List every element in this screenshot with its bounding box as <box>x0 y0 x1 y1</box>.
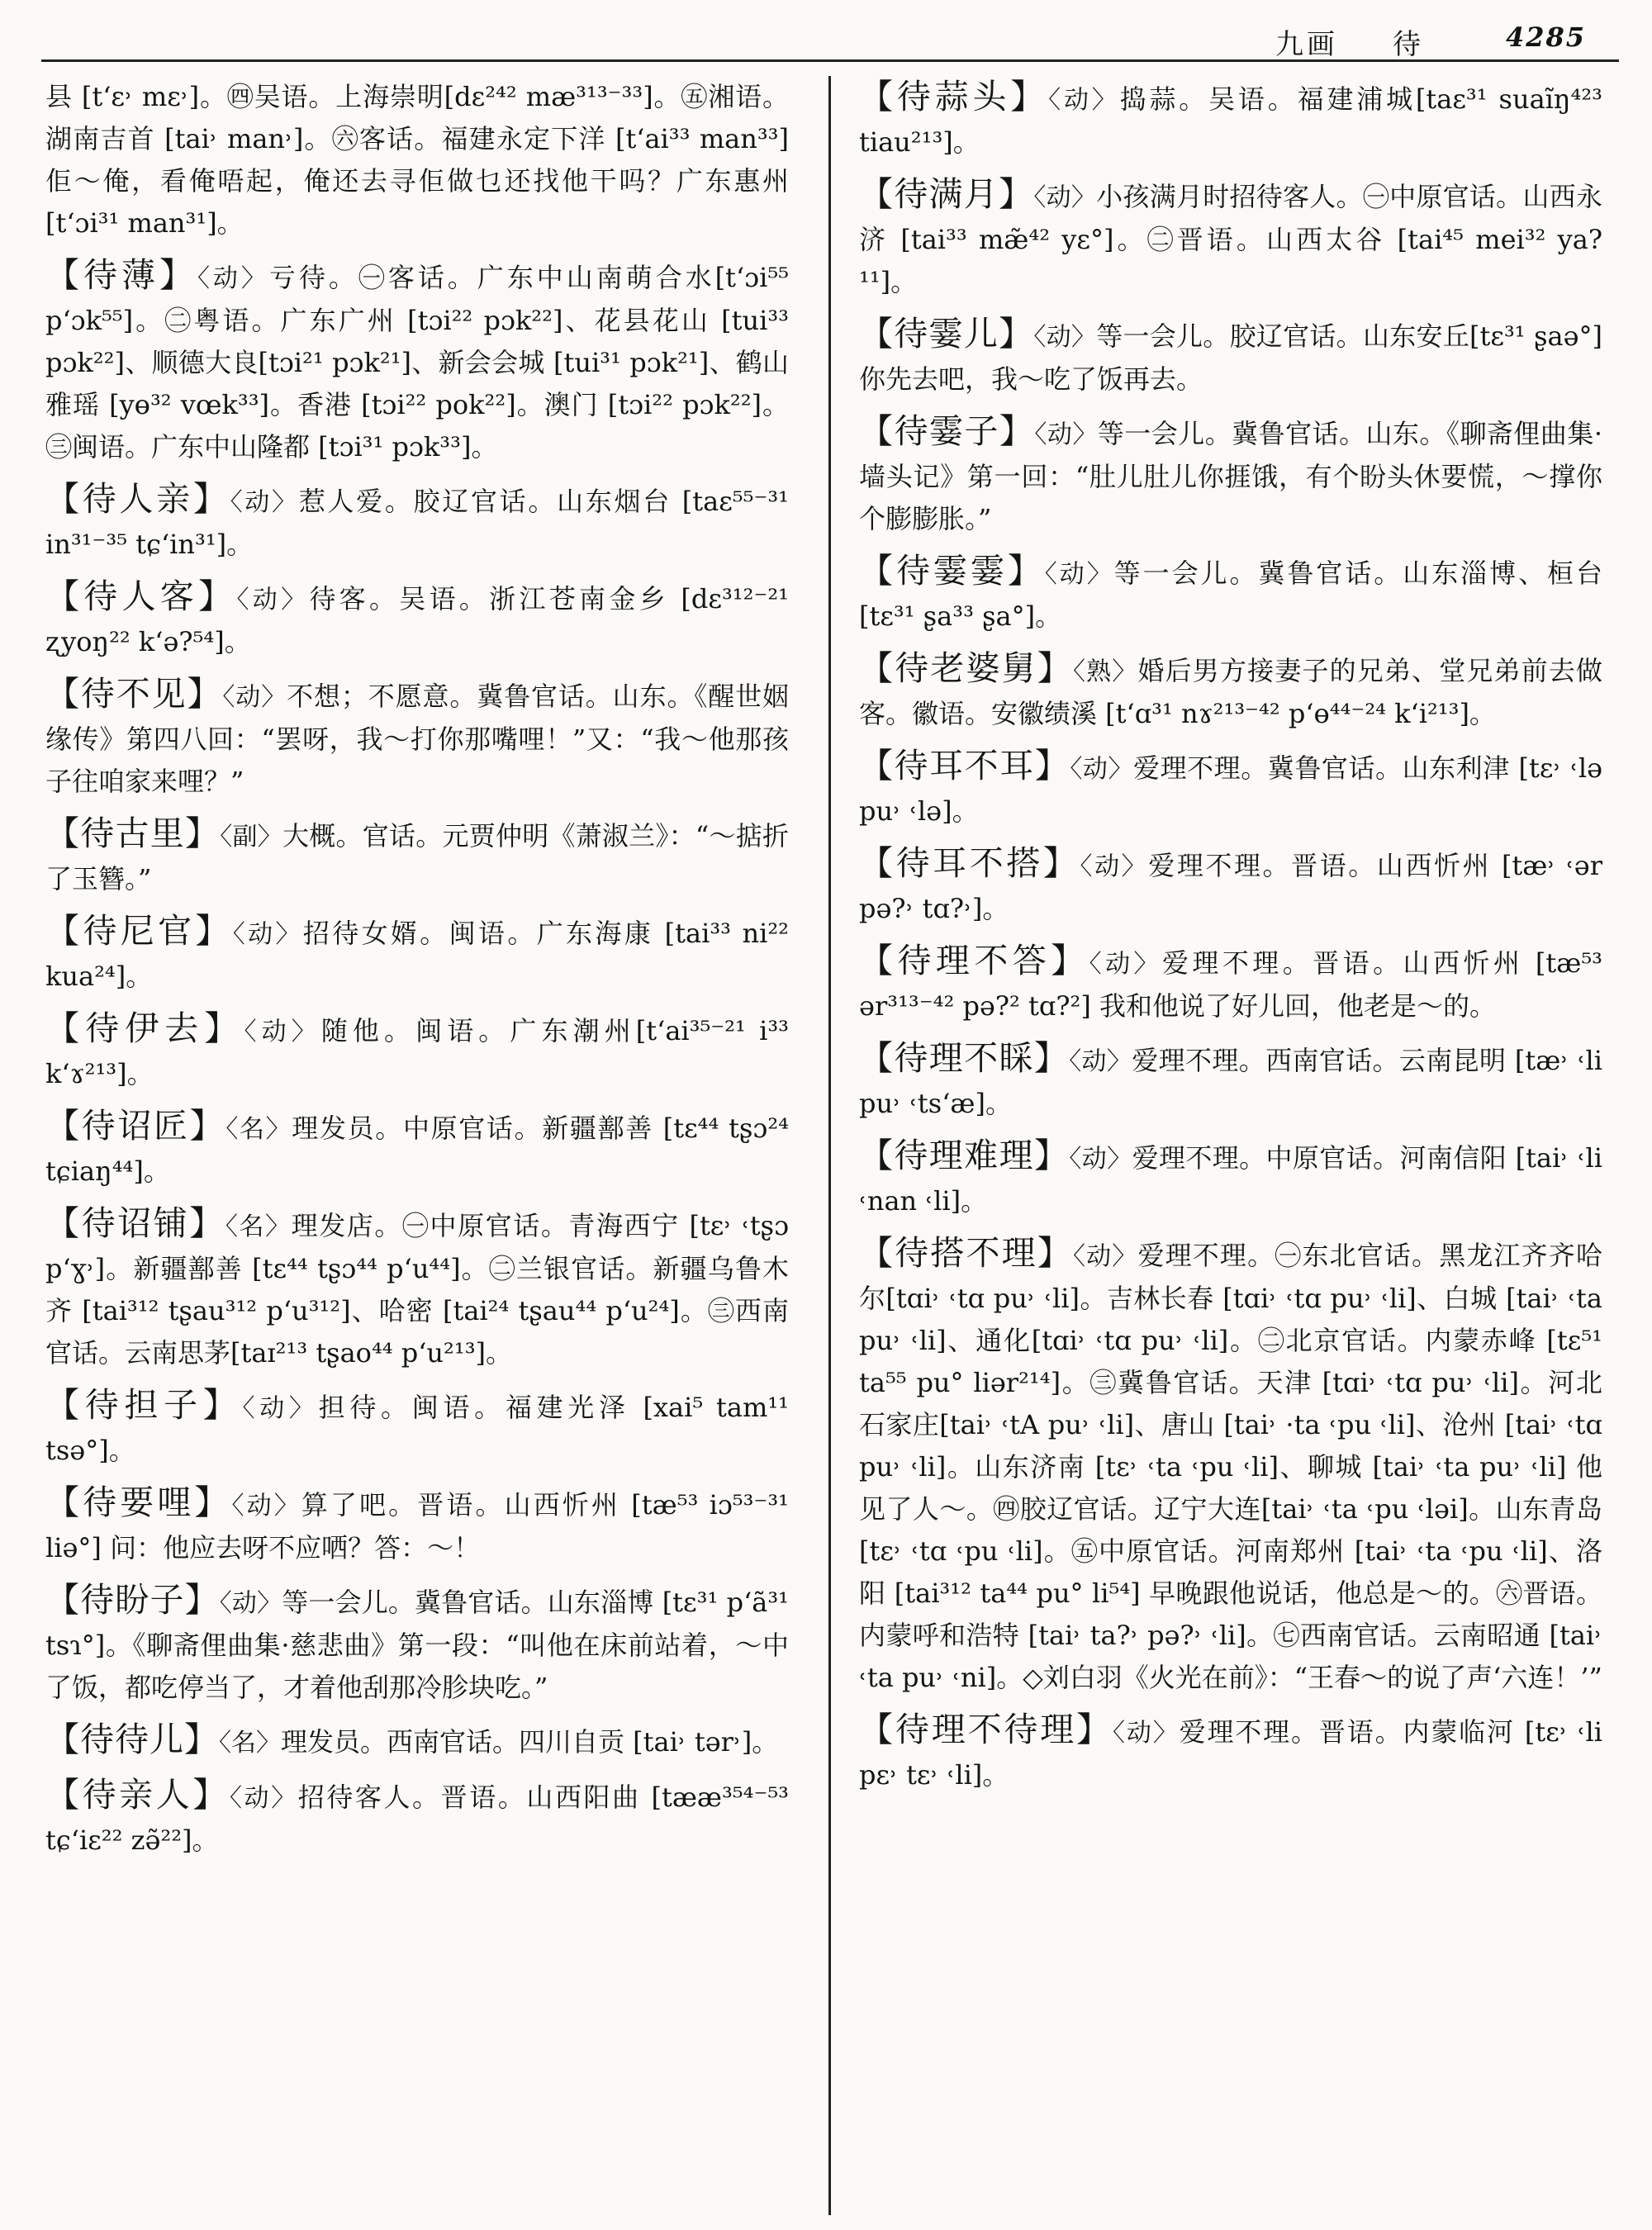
entry-definition: 大概。官话。元贾仲明《萧淑兰》：“～掂折了玉簪。” <box>45 820 789 894</box>
entry-definition: 惹人爱。胶辽官话。山东烟台 [taε⁵⁵⁻³¹ in³¹⁻³⁵ tɕ‘in³¹]。 <box>45 486 789 560</box>
entry-headword: 【待要哩】 <box>45 1483 232 1522</box>
dictionary-entry <box>45 1482 789 1569</box>
dictionary-entry <box>45 576 789 663</box>
dictionary-entry <box>859 410 1602 540</box>
entry-headword: 【待人亲】 <box>45 479 230 519</box>
entry-part-of-speech: 〈动〉 <box>1034 420 1098 449</box>
dictionary-entry <box>859 648 1602 735</box>
entry-definition: 爱理不理。中原官话。河南信阳 [tai˒ ˓li ˓nan ˓li]。 <box>859 1142 1602 1217</box>
header-char: 待 <box>1393 28 1421 61</box>
entry-part-of-speech: 〈动〉 <box>1048 86 1120 115</box>
entry-headword: 【待理不睬】 <box>859 1038 1070 1078</box>
entry-definition: 爱理不理。晋语。山西忻州 [tæ⁵³ ər³¹³⁻⁴² pə?² tɑ?²] 我和他说了好儿回，他老是～的。 <box>859 947 1602 1022</box>
entry-part-of-speech: 〈动〉 <box>1070 755 1134 784</box>
entry-definition: 等一会儿。冀鲁官话。山东淄博 [tε³¹ p‘ã³¹ tsɿ°]。《聊斋俚曲集·慈悲曲》第一段：“叫他在床前站着，～中了饭，都吃停当了，才着他刮那冷胗块吃。” <box>45 1587 789 1703</box>
entry-definition: 等一会儿。冀鲁官话。山东淄博、桓台 [tε³¹ ʂa³³ ʂa°]。 <box>859 558 1602 632</box>
entry-headword: 【待盼子】 <box>45 1580 220 1620</box>
dictionary-entry <box>859 550 1602 638</box>
entry-definition: 理发员。中原官话。新疆鄯善 [tε⁴⁴ tʂɔ²⁴ tɕiaŋ⁴⁴]。 <box>45 1113 789 1187</box>
dictionary-entry <box>859 76 1602 164</box>
header-rule <box>41 59 1619 62</box>
entry-part-of-speech: 〈动〉 <box>197 264 269 293</box>
entry-definition: 招待客人。晋语。山西阳曲 [tææ³⁵⁴⁻⁵³ tɕ‘iε²² zə̃²²]。 <box>45 1782 789 1856</box>
continuation-text: 县 [t‘ε˒ mε˒]。㊃吴语。上海崇明[dε²⁴² mæ³¹³⁻³³]。㊄湘语。湖南吉首 [tai˒ man˒]。㊅客话。福建永定下洋 [t‘ai³³ man³³] 佢～俺，看俺唔起，俺还去寻佢做乜还找他干吗？广东惠州 [t‘ɔi³¹ man³¹]。 <box>45 81 789 239</box>
dictionary-entry <box>45 813 789 900</box>
left-column <box>45 76 789 2215</box>
entry-headword: 【待古里】 <box>45 814 221 853</box>
left-entry-list <box>45 254 789 1862</box>
entry-definition: 爱理不理。西南官话。云南昆明 [tæ˒ ˓li pu˒ ˓ts‘æ]。 <box>859 1045 1602 1119</box>
dictionary-entry <box>859 1709 1602 1796</box>
entry-headword: 【待人客】 <box>45 576 237 616</box>
entry-headword: 【待耳不搭】 <box>859 843 1080 883</box>
entry-part-of-speech: 〈动〉 <box>242 1394 319 1423</box>
entry-headword: 【待诏匠】 <box>45 1106 226 1146</box>
dictionary-entry <box>859 313 1602 401</box>
entry-part-of-speech: 〈动〉 <box>1080 852 1149 881</box>
dictionary-entry <box>45 254 789 468</box>
right-entry-list <box>859 76 1602 1796</box>
entry-definition: 担待。闽语。福建光泽 [xai⁵ tam¹¹ tsə°]。 <box>45 1392 789 1466</box>
entry-definition: 待客。吴语。浙江苍南金乡 [dε³¹²⁻²¹ ʐyoŋ²² k‘ə?⁵⁴]。 <box>45 583 789 657</box>
entry-definition: 等一会儿。胶辽官话。山东安丘[tε³¹ ʂaə°] 你先去吧，我～吃了饭再去。 <box>859 320 1602 395</box>
entry-headword: 【待耳不耳】 <box>859 746 1070 785</box>
dictionary-entry <box>45 1203 789 1374</box>
entry-definition: 不想；不愿意。冀鲁官话。山东。《醒世姻缘传》第四八回：“罢呀，我～打你那嘴哩！”又：“我～他那孩子往咱家来哩？” <box>45 681 789 797</box>
entry-headword: 【待伊去】 <box>45 1008 244 1048</box>
entry-part-of-speech: 〈副〉 <box>220 823 282 852</box>
dictionary-entry <box>859 1232 1602 1699</box>
entry-definition: 爱理不理。㊀东北官话。黑龙江齐齐哈尔[tɑi˒ ˓tɑ pu˒ ˓li]。吉林长春 [tɑi˒ ˓tɑ pu˒ ˓li]、白城 [tai˒ ˓ta pu˒ ˓li]、通化[tɑi˒ ˓tɑ pu˒ ˓li]。㊁北京官话。内蒙赤峰 [tε⁵¹ ta⁵⁵ pu° liər²¹⁴]。㊂冀鲁官话。天津 [tɑi˒ ˓tɑ pu˒ ˓li]。河北石家庄[tai˒ ˓tA pu˒ ˓li]、唐山 [tai˒ ·ta ˓pu ˓li]、沧州 [tai˒ ˓tɑ pu˒ ˓li]。山东济南 [tε˒ ˓ta ˓pu ˓li]、聊城 [tai˒ ˓ta pu˒ ˓li] 他见了人～。㊃胶辽官话。辽宁大连[tai˒ ˓ta ˓pu ˓ləi]。山东青岛 [tε˒ ˓tɑ ˓pu ˓li]。㊄中原官话。河南郑州 [tai˒ ˓ta ˓pu ˓li]、洛阳 [tai³¹² ta⁴⁴ pu° li⁵⁴] 早晚跟他说话，他总是～的。㊅晋语。内蒙呼和浩特 [tai˒ ta?˒ pə?˒ ˓li]。㊆西南官话。云南昭通 [tai˒ ˓ta pu˒ ˓ni]。◇刘白羽《火光在前》：“王春～的说了声‘六连！’” <box>859 1240 1602 1693</box>
entry-definition: 爱理不理。晋语。山西忻州 [tæ˒ ˓ər pə?˒ tɑ?˒]。 <box>859 850 1602 924</box>
entry-definition: 婚后男方接妻子的兄弟、堂兄弟前去做客。徽语。安徽绩溪 [t‘ɑ³¹ nɤ²¹³⁻⁴² p‘ɵ⁴⁴⁻²⁴ k‘i²¹³]。 <box>859 655 1602 729</box>
right-column <box>859 76 1602 2215</box>
entry-headword: 【待诏铺】 <box>45 1203 225 1243</box>
entry-part-of-speech: 〈动〉 <box>236 586 310 614</box>
entry-part-of-speech: 〈熟〉 <box>1072 657 1138 686</box>
entry-part-of-speech: 〈动〉 <box>230 488 299 517</box>
entry-headword: 【待理不待理】 <box>859 1710 1113 1749</box>
entry-part-of-speech: 〈动〉 <box>231 1492 301 1521</box>
dictionary-entry <box>45 1008 789 1095</box>
dictionary-entry <box>45 673 789 803</box>
entry-part-of-speech: 〈动〉 <box>1033 183 1097 212</box>
entry-headword: 【待霎子】 <box>859 411 1035 451</box>
entry-headword: 【待待儿】 <box>45 1720 219 1759</box>
entry-headword: 【待担子】 <box>45 1385 243 1425</box>
entry-headword: 【待不见】 <box>45 674 223 714</box>
entry-part-of-speech: 〈动〉 <box>1044 560 1114 589</box>
dictionary-entry <box>859 940 1602 1027</box>
page-header <box>41 15 1619 61</box>
entry-definition: 小孩满月时招待客人。㊀中原官话。山西永济 [tai³³ mæ̃⁴² yε°]。㊁晋语。山西太谷 [tai⁴⁵ mei³² ya?¹¹]。 <box>859 181 1602 297</box>
dictionary-entry <box>859 842 1602 930</box>
dictionary-entry <box>45 1719 789 1764</box>
entry-part-of-speech: 〈名〉 <box>219 1729 281 1758</box>
entry-part-of-speech: 〈动〉 <box>219 1589 282 1618</box>
entry-headword: 【待理难理】 <box>859 1136 1070 1175</box>
dictionary-entry <box>45 1105 789 1193</box>
entry-headword: 【待满月】 <box>859 174 1034 214</box>
entry-headword: 【待薄】 <box>45 255 197 295</box>
entry-headword: 【待亲人】 <box>45 1775 230 1815</box>
entry-headword: 【待尼官】 <box>45 911 233 951</box>
entry-part-of-speech: 〈动〉 <box>1069 1145 1132 1174</box>
entry-part-of-speech: 〈动〉 <box>244 1018 321 1046</box>
entry-definition: 捣蒜。吴语。福建浦城[taε³¹ suaĩŋ⁴²³ tiau²¹³]。 <box>859 83 1602 158</box>
entry-headword: 【待霎霎】 <box>859 551 1045 591</box>
column-divider <box>828 76 831 2215</box>
entry-headword: 【待搭不理】 <box>859 1233 1073 1273</box>
entry-definition: 理发员。西南官话。四川自贡 [tai˒ tər˒]。 <box>281 1726 779 1758</box>
entry-part-of-speech: 〈动〉 <box>1033 323 1097 352</box>
entry-definition: 招待女婿。闽语。广东海康 [tai³³ ni²² kua²⁴]。 <box>45 918 789 992</box>
entry-definition: 等一会儿。冀鲁官话。山东。《聊斋俚曲集·墙头记》第一回：“肚儿肚儿你捱饿，有个盼头休要慌，～撑你个膨膨胀。” <box>859 418 1602 534</box>
entry-part-of-speech: 〈动〉 <box>1089 950 1162 979</box>
entry-definition: 理发店。㊀中原官话。青海西宁 [tε˒ ˓tʂɔ p‘ɣ˒]。新疆鄯善 [tε⁴⁴ tʂɔ⁴⁴ p‘u⁴⁴]。㊁兰银官话。新疆乌鲁木齐 [tai³¹² tʂau³¹² p‘u³¹²]、哈密 [tai²⁴ tʂau⁴⁴ p‘u²⁴]。㊂西南官话。云南思茅[taɪ²¹³ tʂao⁴⁴ p‘u²¹³]。 <box>45 1210 789 1369</box>
entry-definition: 爱理不理。晋语。内蒙临河 [tε˒ ˓li pε˒ tε˒ ˓li]。 <box>859 1716 1602 1791</box>
entry-part-of-speech: 〈动〉 <box>229 1784 298 1813</box>
entry-definition: 算了吧。晋语。山西忻州 [tæ⁵³ iɔ⁵³⁻³¹ liə°] 问：他应去呀不应哂？答：～！ <box>45 1489 789 1563</box>
header-section: 九画 <box>1275 28 1338 61</box>
entry-part-of-speech: 〈动〉 <box>1072 1242 1138 1271</box>
dictionary-entry <box>859 173 1602 303</box>
entry-headword: 【待霎儿】 <box>859 314 1034 353</box>
dictionary-entry <box>45 1384 789 1472</box>
dictionary-entry <box>859 745 1602 833</box>
entry-definition: 爱理不理。冀鲁官话。山东利津 [tε˒ ˓lə pu˒ ˓lə]。 <box>859 752 1602 827</box>
dictionary-entry <box>859 1037 1602 1125</box>
entry-part-of-speech: 〈名〉 <box>225 1115 292 1144</box>
entry-headword: 【待理不答】 <box>859 941 1089 980</box>
dictionary-entry <box>45 478 789 566</box>
dictionary-entry <box>45 1774 789 1862</box>
page-number: 4285 <box>1505 21 1586 53</box>
entry-definition: 亏待。㊀客话。广东中山南萌合水[t‘ɔi⁵⁵ p‘ɔk⁵⁵]。㊁粤语。广东广州 [tɔi²² pɔk²²]、花县花山 [tui³³ pɔk²²]、顺德大良[tɔi²¹ pɔk²¹]、新会会城 [tui³¹ pɔk²¹]、鹤山雅瑶 [yɵ³² vœk³³]。香港 [tɔi²² pok²²]。澳门 [tɔi²² pɔk²²]。㊂闽语。广东中山隆都 [tɔi³¹ pɔk³³]。 <box>45 262 789 463</box>
entry-part-of-speech: 〈名〉 <box>225 1212 292 1241</box>
entry-part-of-speech: 〈动〉 <box>222 683 287 712</box>
entry-headword: 【待老婆舅】 <box>859 648 1073 688</box>
dictionary-entry <box>859 1135 1602 1222</box>
dictionary-entry <box>45 1579 789 1709</box>
dictionary-entry <box>45 910 789 998</box>
entry-headword: 【待蒜头】 <box>859 77 1049 116</box>
entry-definition: 随他。闽语。广东潮州[t‘ai³⁵⁻²¹ i³³ k‘ɤ²¹³]。 <box>45 1015 789 1089</box>
entry-part-of-speech: 〈动〉 <box>232 920 303 949</box>
entry-part-of-speech: 〈动〉 <box>1069 1047 1132 1076</box>
entry-part-of-speech: 〈动〉 <box>1113 1719 1180 1748</box>
